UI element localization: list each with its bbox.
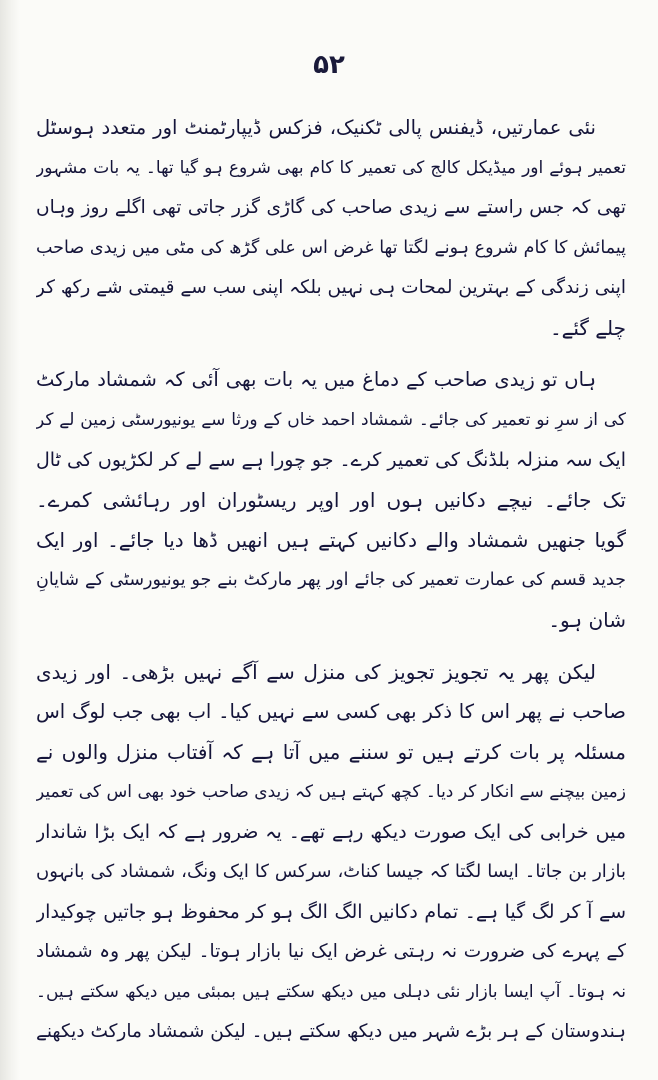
text-line: نہ ہوتا۔ آپ ایسا بازار نئی دہلی میں دیکھ سکتے ہیں بمبئی میں دیکھ سکتے ہیں۔ (36, 982, 626, 1002)
text-line: صاحب نے پھر اس کا ذکر بھی کسی سے نہیں کیا۔ اب بھی جب لوگ اس (36, 700, 626, 723)
text-line: نئی عمارتیں، ڈیفنس پالی ٹکنیک، فزکس ڈیپارٹمنٹ اور متعدد ہوسٹل (36, 116, 596, 139)
text-line: زمین بیچنے سے انکار کر دیا۔ کچھ کہتے ہیں کہ زیدی صاحب خود بھی اس کی تعمیر (36, 782, 626, 802)
text-line: چلے گئے۔ (549, 316, 626, 340)
text-line: ہاں تو زیدی صاحب کے دماغ میں یہ بات بھی آئی کہ شمشاد مارکٹ (36, 368, 596, 391)
text-line: لیکن پھر یہ تجویز تجویز کی منزل سے آگے نہیں بڑھی۔ اور زیدی (36, 660, 596, 684)
text-line: اپنی زندگی کے بہترین لمحات ہی نہیں بلکہ اپنی سب سے قیمتی شے رکھ کر (36, 277, 626, 298)
text-line: ہندوستان کے ہر بڑے شہر میں دیکھ سکتے ہیں۔ لیکن شمشاد مارکٹ دیکھنے (36, 1021, 626, 1042)
paragraph (36, 652, 626, 1052)
paragraph-gap (36, 348, 626, 360)
text-line: تعمیر ہوئے اور میڈیکل کالج کی تعمیر کا کام بھی شروع ہو گیا تھا۔ یہ بات مشہور (36, 158, 626, 178)
text-line: جدید قسم کی عمارت تعمیر کی جائے اور پھر مارکٹ بنے جو یونیورسٹی کے شایانِ (36, 570, 626, 590)
text-line: مسئلہ پر بات کرتے ہیں تو سننے میں آتا ہے کہ آفتاب منزل والوں نے (36, 740, 626, 764)
paragraph (36, 108, 626, 348)
text-line: تک جائے۔ نیچے دکانیں ہوں اور اوپر ریسٹوران اور رہائشی کمرے۔ (36, 488, 626, 512)
text-line: شان ہو۔ (548, 608, 626, 632)
paragraph-gap (36, 640, 626, 652)
text-line: ایک سہ منزلہ بلڈنگ کی تعمیر کرے۔ جو چورا ہے سے لے کر لکڑیوں کی ٹال (36, 449, 626, 471)
text-line: کے پہرے کی ضرورت نہ رہتی غرض ایک نیا بازار ہوتا۔ لیکن پھر وہ شمشاد (36, 941, 626, 962)
text-line: پیمائش کا کام شروع ہونے لگتا تھا غرض اس علی گڑھ کی مٹی میں زیدی صاحب (36, 238, 626, 258)
text-line: کی از سرِ نو تعمیر کی جائے۔ شمشاد احمد خاں کے ورثا سے یونیورسٹی زمین لے کر (36, 410, 626, 430)
text-line: تھی کہ جس راستے سے زیدی صاحب کی گاڑی گزر جاتی تھی اگلے روز وہاں (36, 197, 626, 218)
page-binding-edge (0, 0, 20, 1080)
text-line: سے آ کر لگ گیا ہے۔ تمام دکانیں الگ الگ ہو کر محفوظ ہو جاتیں چوکیدار (36, 901, 626, 923)
text-line: گویا جنھیں شمشاد والے دکانیں کہتے ہیں انھیں ڈھا دیا جائے۔ اور ایک (36, 528, 626, 552)
paragraph (36, 360, 626, 640)
body-text (36, 108, 626, 1052)
text-line: بازار بن جاتا۔ ایسا لگتا کہ جیسا کناٹ، سرکس کا ایک ونگ، شمشاد کی بانہوں (36, 861, 626, 882)
text-line: میں خرابی کی ایک صورت دیکھ رہے تھے۔ یہ ضرور ہے کہ ایک بڑا شاندار (36, 821, 626, 843)
page-number: ۵۲ (313, 50, 345, 80)
